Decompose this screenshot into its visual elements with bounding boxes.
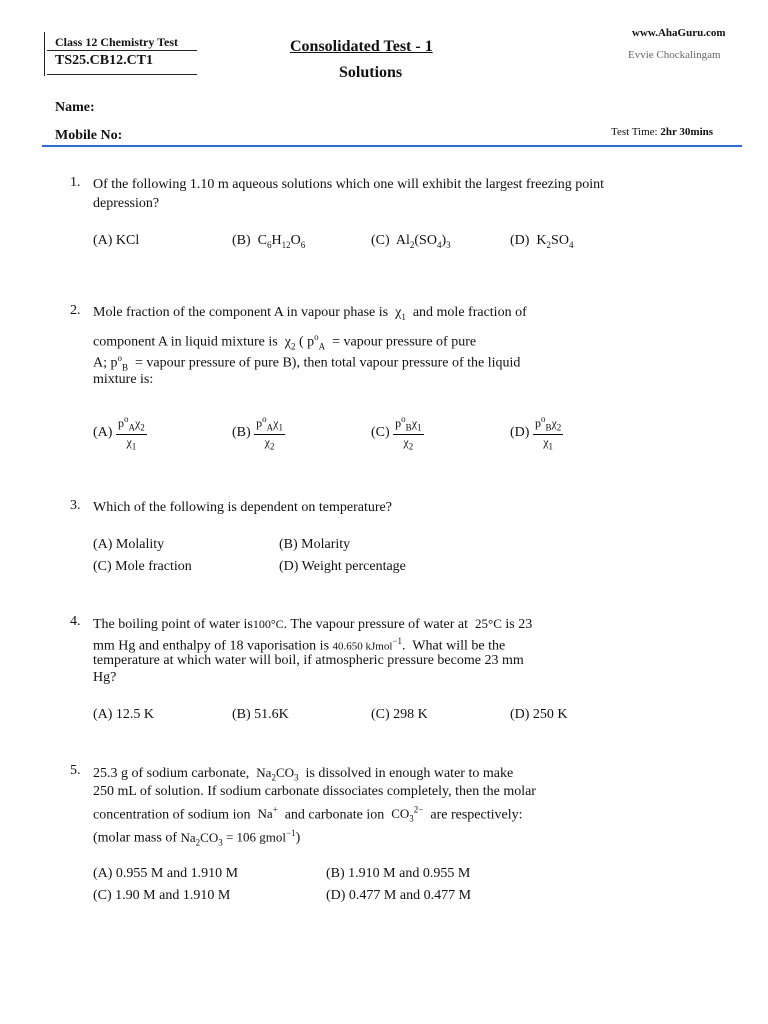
text-segment: 25.3 g of sodium carbonate, (93, 766, 250, 781)
test-code: TS25.CB12.CT1 (55, 53, 154, 68)
text-segment: and carbonate ion (284, 807, 385, 823)
mobile-label: Mobile No: (55, 128, 123, 143)
option-a: (A) KCl (93, 233, 140, 248)
test-time (611, 126, 713, 138)
option-label: (D) (510, 425, 530, 441)
text-segment: 25°C (475, 616, 502, 631)
text-segment: Mole fraction of the component A in vapour phase is (93, 305, 389, 320)
text-segment: and mole fraction of (412, 305, 527, 320)
option-b: (B) $C_6H_{12}O_6$ (232, 233, 306, 250)
question-text-line: mm Hg and enthalpy of 18 vaporisation is 40.650 kJmol$^{-1}$. What will be the (93, 636, 506, 654)
formula: $\frac{p^o_B\chi_1}{\chi_2}$ (395, 414, 422, 452)
option-b: (B) Molarity (279, 537, 351, 552)
test-time-value: 2hr 30mins (660, 126, 714, 138)
option-a: (A) 12.5 K (93, 707, 155, 722)
header-divider-bottom (47, 74, 197, 75)
option-b: (B) 1.910 M and 0.955 M (326, 866, 471, 881)
site-url: www.AhaGuru.com (632, 27, 726, 39)
text-segment: . The vapour pressure of water at (283, 617, 469, 632)
text-segment: What will be the (412, 638, 506, 654)
option-c: (C) 298 K (371, 707, 428, 722)
text-segment: = vapour pressure of pure (332, 334, 477, 350)
option-a: (A) 0.955 M and 1.910 M (93, 866, 239, 881)
text-segment: (molar mass of (93, 830, 177, 846)
text-segment: mm Hg and enthalpy of 18 vaporisation is (93, 638, 330, 654)
option-c: (C) $Al_2(SO_4)_3$ (371, 233, 451, 250)
question-number: 2. (70, 303, 81, 318)
formula: $\frac{p^o_A\chi_2}{\chi_1}$ (117, 414, 145, 452)
header-rule (42, 145, 742, 147)
text-segment: 40.650 kJmol (332, 640, 393, 653)
author-name: Evvie Chockalingam (628, 49, 721, 61)
text-segment: 100°C (252, 617, 284, 631)
question-text-line: (molar mass of $Na_2CO_3 = 106$ gmol$^{-1}$) (93, 828, 301, 848)
text-segment: The boiling point of water is (93, 617, 253, 632)
option-a (93, 412, 147, 454)
option-d: (D) $K_2SO_4$ (510, 233, 574, 250)
question-number: 4. (70, 614, 81, 629)
option-d: (D) 0.477 M and 0.477 M (326, 888, 472, 903)
option-label: (C) (371, 425, 390, 441)
test-time-label: Test Time: (611, 126, 658, 138)
question-text-line: Hg? (93, 670, 117, 685)
question-text-line (93, 614, 532, 634)
option-label: (B) (232, 425, 251, 441)
option-c (371, 412, 424, 454)
formula: $\frac{p^o_B\chi_2}{\chi_1}$ (534, 414, 562, 452)
text-segment: concentration of sodium ion (93, 807, 251, 823)
question-number: 1. (70, 175, 81, 190)
option-b: (B) 51.6K (232, 707, 289, 722)
option-b (232, 412, 285, 454)
question-text-line: 25.3 g of sodium carbonate, $Na_2CO_3$ is dissolved in enough water to make (93, 765, 514, 783)
class-label: Class 12 Chemistry Test (55, 35, 179, 49)
question-text-line: A; $p^o_B$ = vapour pressure of pure B), then total vapour pressure of the liquid (93, 353, 521, 373)
text-segment: is dissolved in enough water to make (305, 766, 514, 781)
question-number: 5. (70, 763, 81, 778)
test-subtitle: Solutions (339, 64, 403, 81)
option-d: (D) 250 K (510, 707, 568, 722)
option-d: (D) Weight percentage (279, 559, 406, 574)
option-a: (A) Molality (93, 537, 165, 552)
question-text: Of the following 1.10 m aqueous solutions which one will exhibit the largest freezing point depression? (93, 177, 605, 211)
option-c: (C) 1.90 M and 1.910 M (93, 888, 231, 903)
option-c: (C) Mole fraction (93, 559, 192, 574)
question-text: Which of the following is dependent on temperature? (93, 500, 392, 515)
text-segment: = 106 gmol (225, 829, 287, 845)
test-title: Consolidated Test - 1 (290, 38, 433, 55)
formula: $\frac{p^o_A\chi_1}{\chi_2}$ (256, 414, 283, 452)
text-segment: are respectively: (430, 807, 523, 823)
header-box-border (44, 32, 45, 76)
option-d (510, 412, 563, 454)
name-label: Name: (55, 100, 95, 115)
option-label: (A) (93, 425, 113, 441)
text-segment: component A in liquid mixture is (93, 334, 278, 350)
question-text-line: 250 mL of solution. If sodium carbonate dissociates completely, then the molar (93, 784, 536, 799)
text-segment: = vapour pressure of pure B), then total vapour pressure of the liquid (135, 355, 521, 371)
question-text-line: temperature at which water will boil, if atmospheric pressure become 23 mm (93, 653, 524, 668)
question-text-line: Mole fraction of the component A in vapour phase is $\chi_1$ and mole fraction of (93, 305, 527, 322)
question-text-line: mixture is: (93, 372, 154, 387)
text-segment: is 23 (505, 617, 533, 632)
question-text-line: concentration of sodium ion Na+ and carbonate ion $CO_3^{2-}$ are respectively: (93, 805, 523, 824)
question-text-line: component A in liquid mixture is $\chi_2$ ( $p^o_A$ = vapour pressure of pure (93, 332, 477, 352)
question-number: 3. (70, 498, 81, 513)
header-divider (47, 50, 197, 51)
